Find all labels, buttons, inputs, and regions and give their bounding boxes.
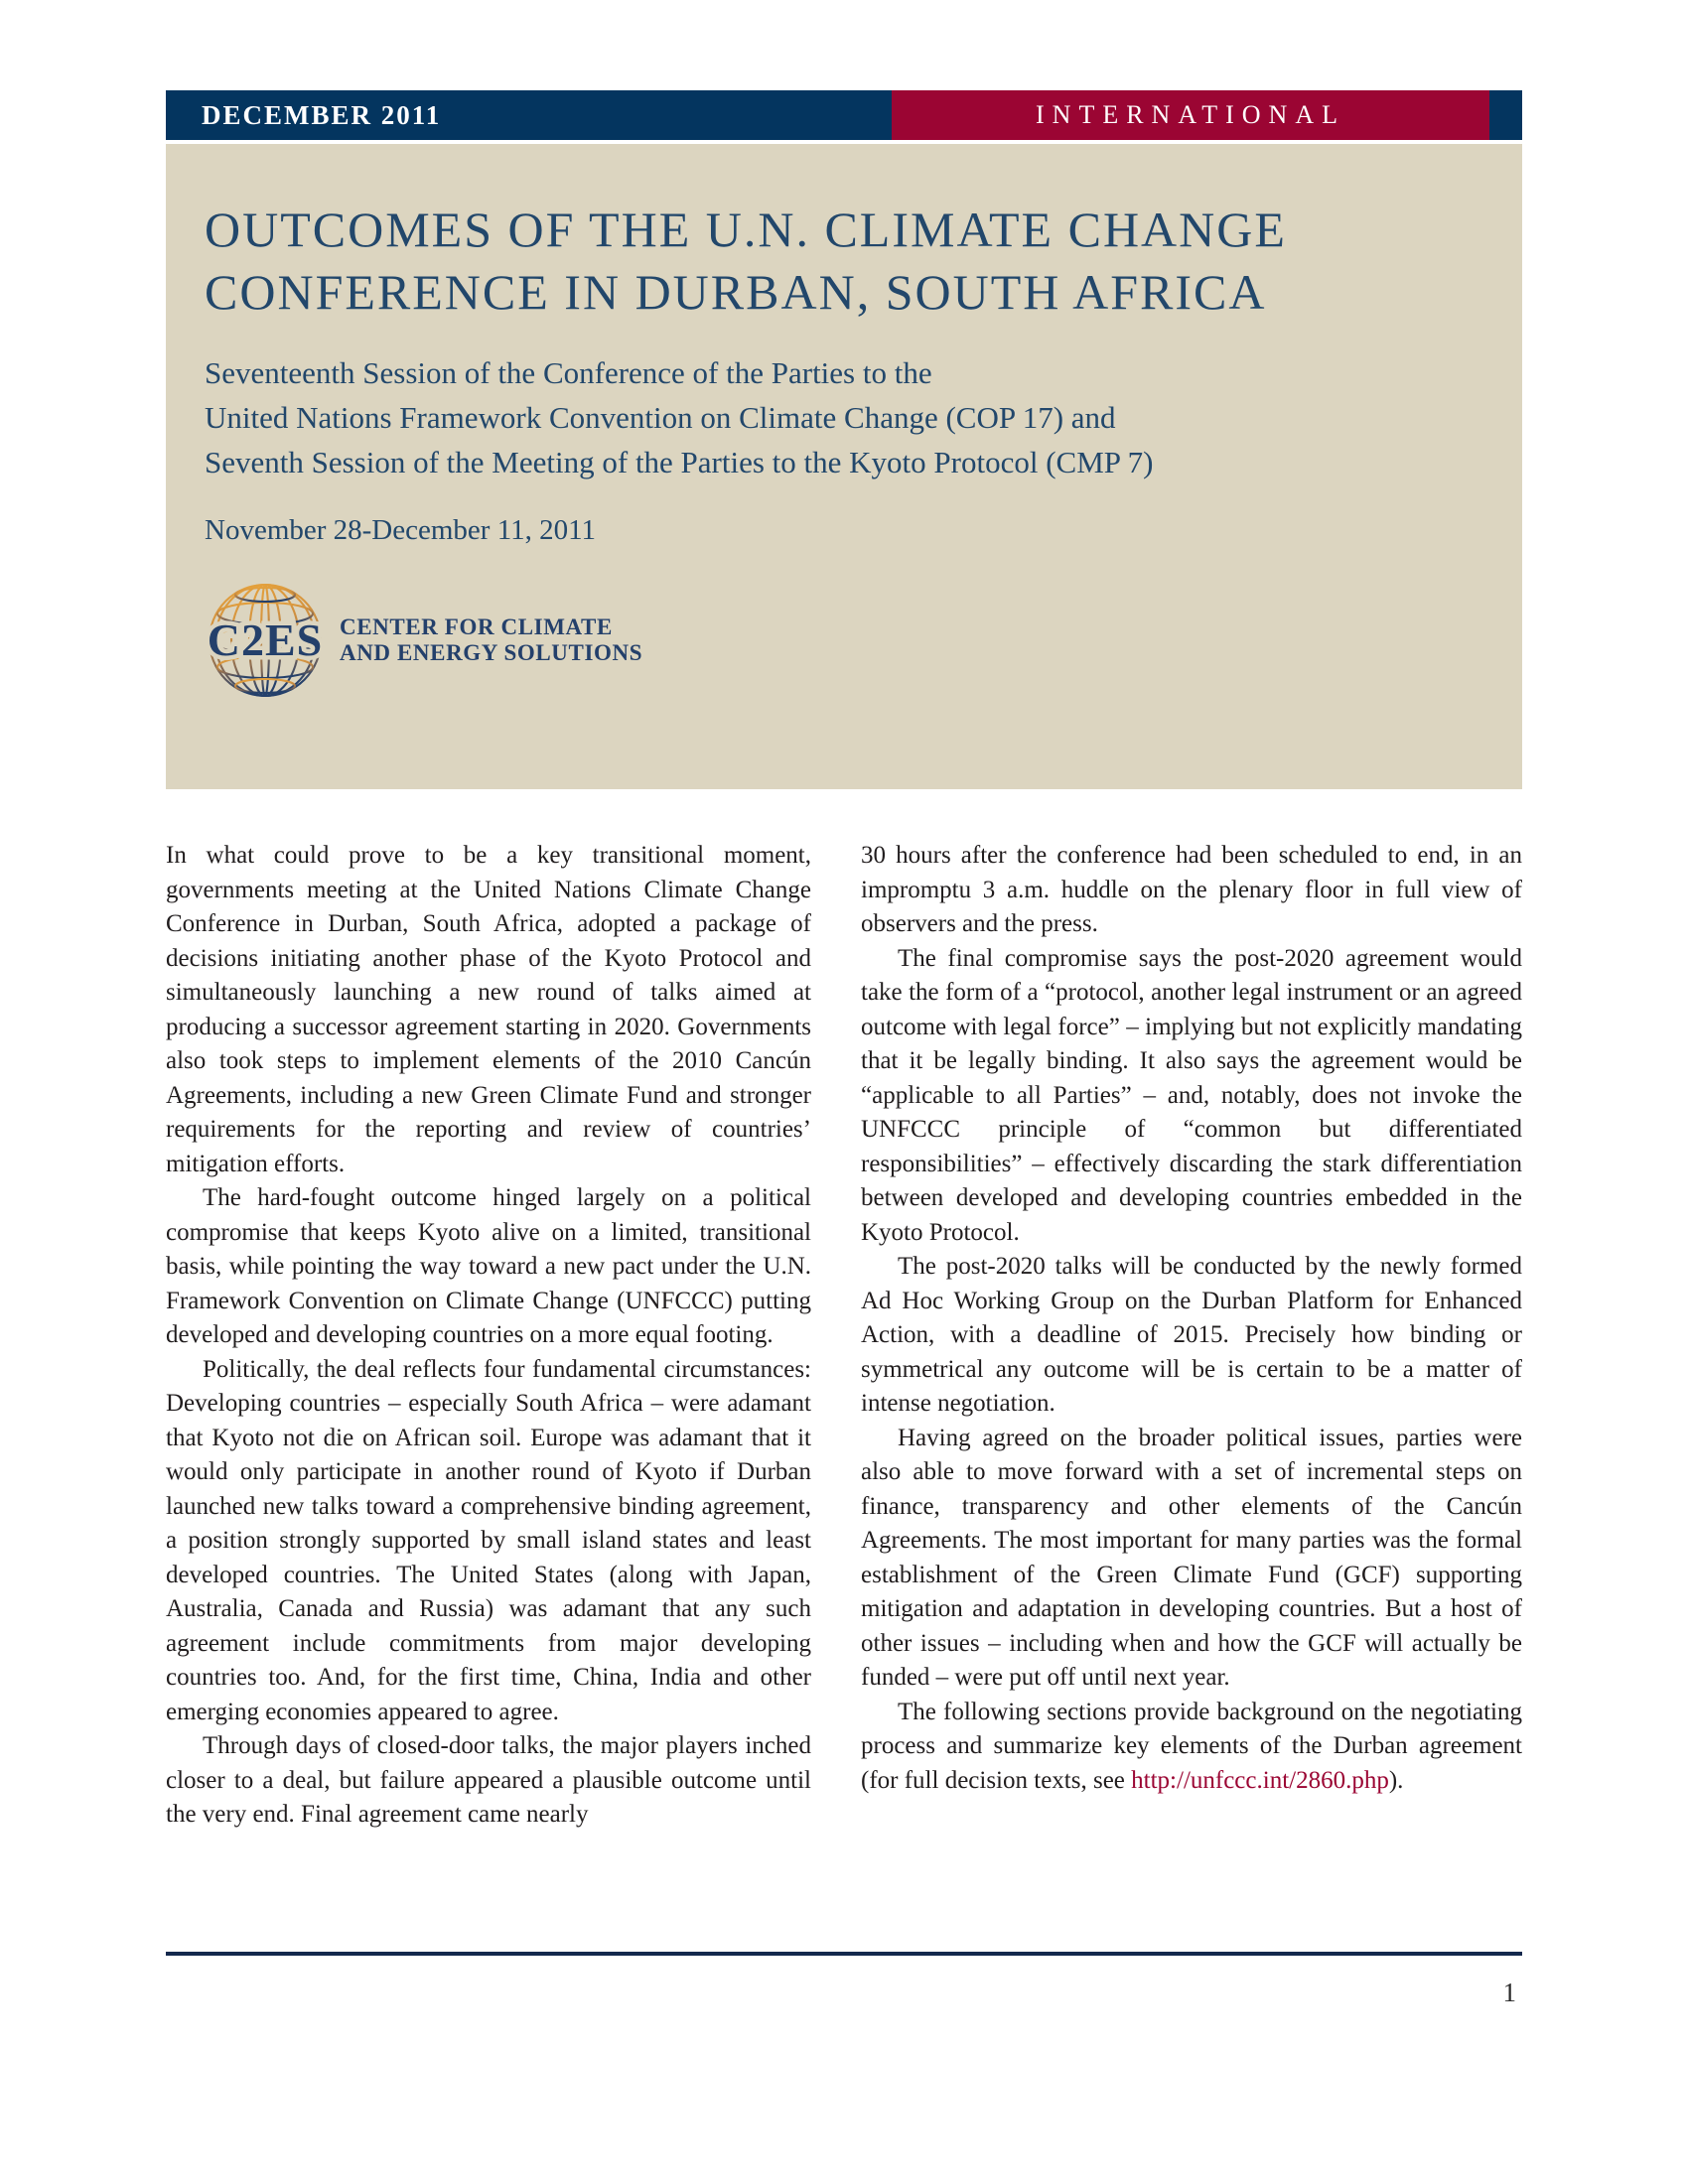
paragraph: Having agreed on the broader political issues, parties were also able to move forward with a set of incremental steps on finance, transparency and other elements of the Cancún Agreements. The most important for many parties was the formal establishment of the Green Climate Fund (GCF) supporting mitigation and adaptation in developing countries. But a host of other issues – including when and how the GCF will actually be funded – were put off until next year. (861, 1424, 1522, 1691)
subtitle-line1: Seventeenth Session of the Conference of the Parties to the (205, 355, 932, 390)
page-title-line2: CONFERENCE IN DURBAN, SOUTH AFRICA (205, 264, 1267, 320)
paragraph: The post-2020 talks will be conducted by the newly formed Ad Hoc Working Group on the Durban Platform for Enhanced Action, with a deadline of 2015. Precisely how binding or symmetrical any outcome will be is certain to be a matter of intense negotiation. (861, 1253, 1522, 1417)
paragraph: The final compromise says the post-2020 agreement would take the form of a “protocol, another legal instrument or an agreed outcome with legal force” – implying but not explicitly mandating that it be legally binding. It also says the agreement would be “applicable to all Parties” – and, notably, does not invoke the UNFCCC principle of “common but differentiated responsibilities” – effectively discarding the stark differentiation between developed and developing countries embedded in the Kyoto Protocol. (861, 944, 1522, 1246)
subtitle-line3: Seventh Session of the Meeting of the Parties to the Kyoto Protocol (CMP 7) (205, 445, 1154, 479)
paragraph: The hard-fought outcome hinged largely on a political compromise that keeps Kyoto alive on a limited, transitional basis, while pointing the way toward a new pact under the U.N. Framework Convention on Climate Change (UNFCCC) putting developed and developing countries on a more equal footing. (166, 1184, 811, 1348)
masthead (166, 144, 1522, 789)
paragraph: The following sections provide background on the negotiating process and summarize key elements of the Durban agreement (for full decision texts, see http://unfccc.int/2860.php). (861, 1698, 1522, 1794)
unfccc-link[interactable]: http://unfccc.int/2860.php (1131, 1766, 1389, 1794)
issue-date-label: DECEMBER 2011 (202, 99, 442, 130)
footer-rule (166, 1952, 1522, 1956)
logo-acronym: C2ES (207, 614, 324, 665)
category-label: INTERNATIONAL (1036, 100, 1345, 129)
subtitle-line2: United Nations Framework Convention on Climate Change (COP 17) and (205, 400, 1116, 435)
date-range: November 28-December 11, 2011 (205, 514, 597, 546)
body-column-right (861, 839, 1522, 1798)
header-bar-end-cap (1489, 90, 1522, 140)
logo-name-line1: CENTER FOR CLIMATE (340, 614, 613, 639)
subtitle (205, 350, 1482, 484)
paragraph: Through days of closed-door talks, the major players inched closer to a deal, but failure appeared a plausible outcome until the very end. Final agreement came nearly (166, 1732, 811, 1828)
paragraph: 30 hours after the conference had been scheduled to end, in an impromptu 3 a.m. huddle on the plenary floor in full view of observers and the press. (861, 842, 1522, 937)
header-bar (166, 90, 1522, 140)
page-title (205, 199, 1482, 324)
logo-name (340, 614, 642, 666)
logo-name-line2: AND ENERGY SOLUTIONS (340, 640, 643, 665)
page-title-line1: OUTCOMES OF THE U.N. CLIMATE CHANGE (205, 202, 1287, 257)
paragraph: Politically, the deal reflects four fundamental circumstances: Developing countries – especially South Africa – were adamant that Kyoto not die on African soil. Europe was adamant that it would only participate in another round of Kyoto if Durban launched new talks toward a comprehensive binding agreement, a position strongly supported by small island states and least developed countries. The United States (along with Japan, Australia, Canada and Russia) was adamant that any such agreement include commitments from major developing countries too. And, for the first time, China, India and other emerging economies appeared to agree. (166, 1355, 811, 1725)
paragraph: In what could prove to be a key transitional moment, governments meeting at the United Nations Climate Change Conference in Durban, South Africa, adopted a package of decisions initiating another phase of the Kyoto Protocol and simultaneously launching a new round of talks aimed at producing a successor agreement starting in 2020. Governments also took steps to implement elements of the 2010 Cancún Agreements, including a new Green Climate Fund and stronger requirements for the reporting and review of countries’ mitigation efforts. (166, 842, 811, 1177)
page-number: 1 (1502, 1978, 1516, 2007)
c2es-logo (205, 581, 1482, 700)
header-issue-segment (166, 90, 892, 140)
header-category-segment (892, 90, 1489, 140)
body-column-left (166, 839, 811, 1833)
globe-icon (201, 581, 330, 700)
